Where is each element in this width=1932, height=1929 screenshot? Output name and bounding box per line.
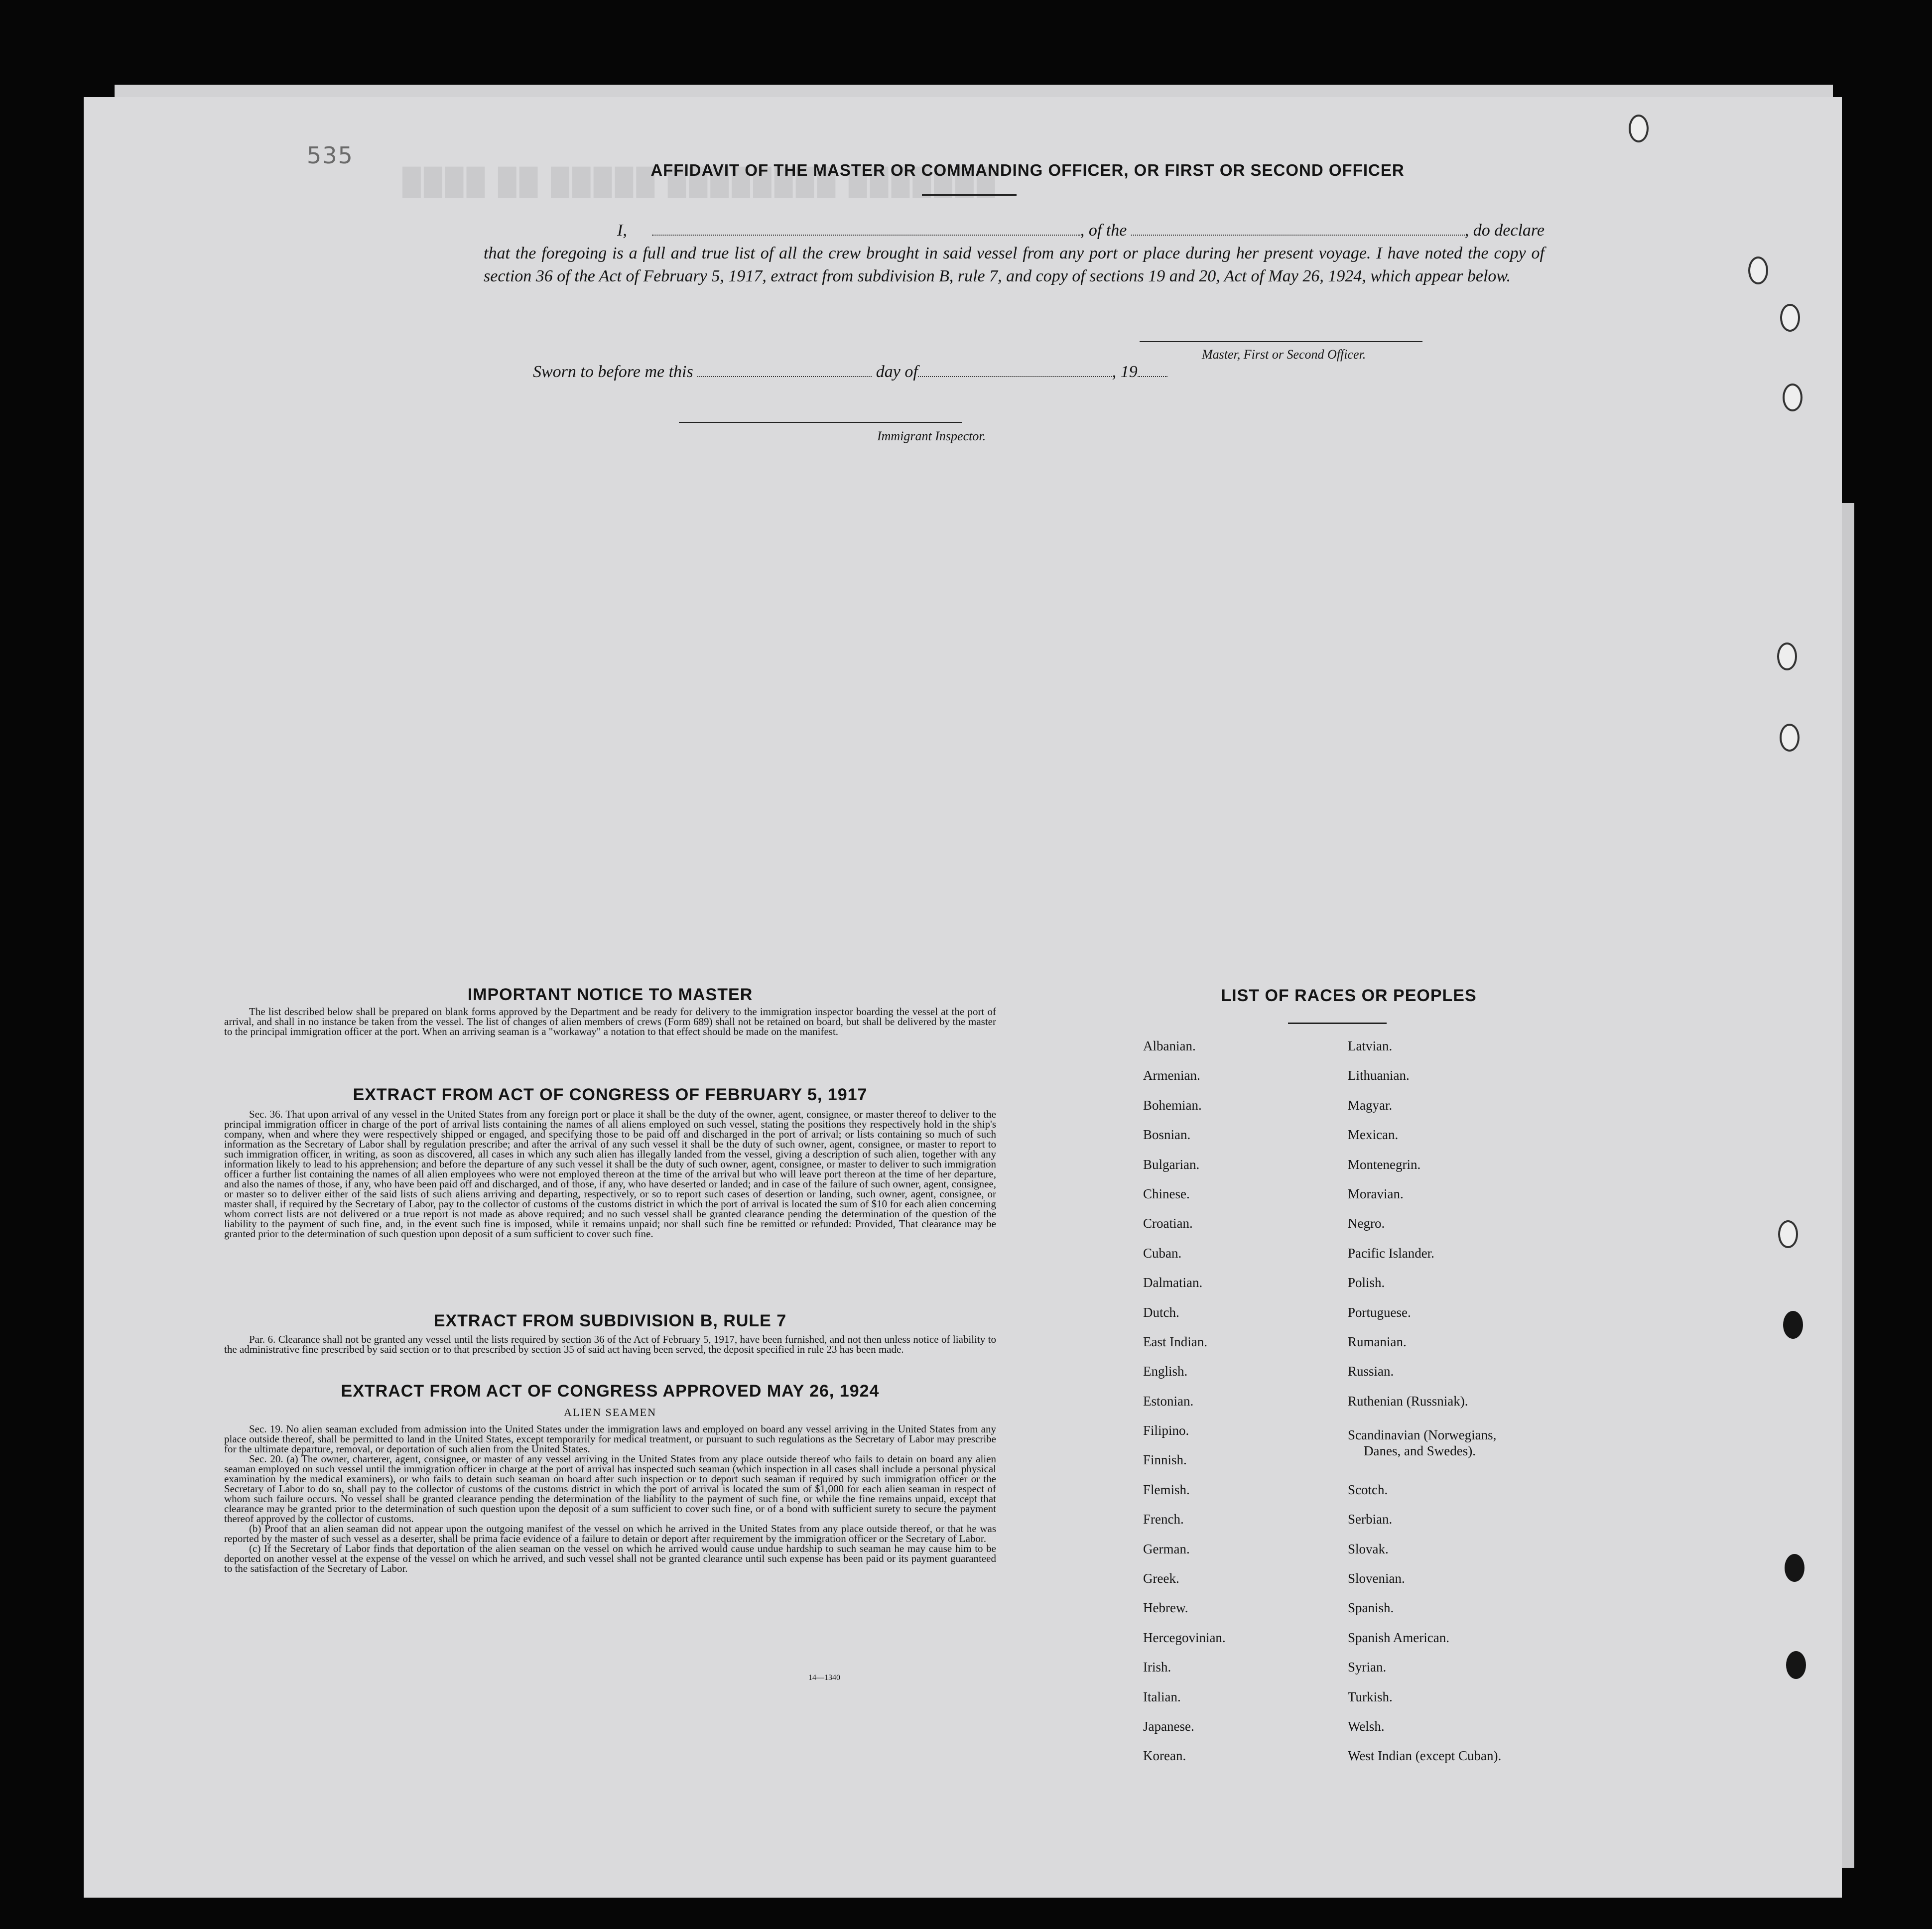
- affidavit-statement: [484, 219, 1545, 288]
- race-item: French.: [1143, 1512, 1184, 1527]
- title-rule: [922, 194, 1017, 196]
- race-item: Rumanian.: [1348, 1334, 1407, 1349]
- affidavit-of-the: , of the: [1080, 221, 1127, 240]
- race-item: Bulgarian.: [1143, 1157, 1200, 1172]
- par-6-paragraph: Par. 6. Clearance shall not be granted any vessel until the lists required by section 36 of the Act of February 5, 1917, have been furnished, and not then unless notice of liability to the administrative fine prescribed by said section or to that prescribed by section 35 of said act having been served, the deposit specified in rule 23 has been made.: [224, 1333, 996, 1355]
- race-item-line: Danes, and Swedes).: [1364, 1443, 1476, 1459]
- race-item: Portuguese.: [1348, 1304, 1411, 1320]
- bleed-through-heading: ████ ██ █████ ████████ ███████: [402, 167, 998, 196]
- race-item: Pacific Islander.: [1348, 1245, 1434, 1261]
- race-item: Armenian.: [1143, 1068, 1200, 1083]
- race-item: Scotch.: [1348, 1482, 1388, 1497]
- race-item: Turkish.: [1348, 1689, 1393, 1704]
- race-item: Serbian.: [1348, 1512, 1393, 1527]
- inspector-caption: Immigrant Inspector.: [877, 429, 986, 443]
- punch-hole: [1629, 115, 1649, 142]
- race-item: Estonian.: [1143, 1393, 1194, 1409]
- name-blank[interactable]: [652, 221, 1080, 236]
- race-item: Italian.: [1143, 1689, 1181, 1704]
- race-item: Chinese.: [1143, 1186, 1190, 1201]
- year-blank[interactable]: [1138, 362, 1167, 377]
- inspector-signature-line: [679, 422, 962, 423]
- races-title-rule: [1288, 1023, 1387, 1024]
- race-item: Flemish.: [1143, 1482, 1190, 1497]
- form-number: 14—1340: [808, 1673, 840, 1682]
- sworn-prefix: Sworn to before me this: [533, 363, 693, 381]
- punch-hole: [1783, 1311, 1803, 1339]
- section-20b-paragraph: (b) Proof that an alien seaman did not appear upon the outgoing manifest of the vessel on which he arrived in the United States from any place outside thereof, or that he was reported by the master of such vessel as a deserter, shall be prima facie evidence of a failure to detain or deport after requirement by the immigration officer or the Secretary of Labor.: [224, 1523, 996, 1544]
- affidavit-body: that the foregoing is a full and true list of all the crew brought in said vessel from any port or place during her present voyage. I have noted the copy of section 36 of the Act of February 5, 1917, extract from subdivision B, rule 7, and copy of sections 19 and 20, Act of May 26, 1924, which appear below.: [484, 244, 1545, 285]
- race-item: English.: [1143, 1364, 1188, 1379]
- race-item: Filipino.: [1143, 1423, 1189, 1438]
- affidavit-title: AFFIDAVIT OF THE MASTER OR COMMANDING OFFICER, OR FIRST OR SECOND OFFICER: [650, 161, 1405, 179]
- section-19-paragraph: Sec. 19. No alien seaman excluded from admission into the United States under the immigration laws and employed on board any vessel arriving in the United States from any place outside thereof, shall be permitted to land in the United States, except temporarily for medical treatment, or pursuant to such regulations as the Secretary of Labor may prescribe for the ultimate departure, removal, or deportation of such alien from the United States.: [224, 1423, 996, 1455]
- race-item: Croatian.: [1143, 1216, 1193, 1231]
- race-item: Irish.: [1143, 1660, 1171, 1675]
- races-right-column: [1348, 1038, 1501, 1778]
- race-item: Albanian.: [1143, 1038, 1196, 1053]
- race-item: Bosnian.: [1143, 1127, 1191, 1143]
- day-blank[interactable]: [697, 362, 872, 377]
- race-item: Russian.: [1348, 1364, 1394, 1379]
- race-item: Lithuanian.: [1348, 1068, 1410, 1083]
- section-20c-paragraph: (c) If the Secretary of Labor finds that deportation of the alien seaman on the vessel on which he arrived would cause undue hardship to such seaman he may cause him to be deported on another vessel at the expense of the vessel on which he arrived, and such vessel shall not be granted clearance until such expense has been paid or its payment guaranteed to the satisfaction of the Secretary of Labor.: [224, 1543, 996, 1574]
- punch-hole: [1786, 1651, 1806, 1679]
- section-36-paragraph: Sec. 36. That upon arrival of any vessel in the United States from any foreign port or place it shall be the duty of the owner, agent, consignee, or master thereof to deliver to the principal immigration officer in charge of the port of arrival lists containing the names of all aliens employed on such vessel, stating the positions they respectively hold in the ship's company, when and where they were respectively shipped or engaged, and specifying those to be paid off and discharged in the port of arrival; or lists containing so much of such information as the Secretary of Labor shall by regulation prescribe; and after the arrival of any such vessel it shall be the duty of such owner, agent, consignee, or master to report to such immigration officer, in writing, as soon as discovered, all cases in which any such alien has illegally landed from the vessel, giving a description of such alien, together with any information likely to lead to his apprehension; and before the departure of any such vessel it shall be the duty of such owner, agent, consignee, or master to deliver to such immigration officer a further list containing the names of all alien employees who were not employed thereon at the time of the arrival but who will leave port thereon at the time of her departure, and also the names of those, if any, who have been paid off and discharged, and of those, if any, who have deserted or landed; and in case of the failure of such owner, agent, consignee, or master so to deliver either of the said lists of such aliens arriving and departing, respectively, or so to report such cases of desertion or landing, such owner, agent, consignee, or master shall, if required by the Secretary of Labor, pay to the collector of customs of the customs district in which the port of arrival is located the sum of $10 for each alien concerning whom correct lists are not delivered or a true report is not made as above required; and no such vessel shall be granted clearance pending the determination of the question of the liability to the payment of such fine, and, in the event such fine is imposed, while it remains unpaid; nor shall such fine be remitted or refunded: Provided, That clearance may be granted prior to the determination of such question upon deposit of a sum sufficient to cover such fine.: [224, 1108, 996, 1240]
- race-item: Slovak.: [1348, 1541, 1389, 1556]
- race-item: Spanish American.: [1348, 1630, 1449, 1645]
- race-item: Greek.: [1143, 1571, 1179, 1586]
- race-item: German.: [1143, 1541, 1190, 1556]
- race-item: East Indian.: [1143, 1334, 1207, 1349]
- sworn-year: , 19: [1112, 363, 1138, 381]
- race-item: Bohemian.: [1143, 1097, 1202, 1113]
- punch-hole: [1777, 643, 1797, 670]
- race-item: Hercegovinian.: [1143, 1630, 1226, 1645]
- race-item: Magyar.: [1348, 1097, 1393, 1113]
- race-item: Polish.: [1348, 1275, 1385, 1290]
- punch-hole: [1785, 1554, 1804, 1582]
- punch-hole: [1783, 384, 1803, 411]
- page-number-stamp: 535: [307, 142, 354, 169]
- race-item: Cuban.: [1143, 1245, 1182, 1261]
- race-item: Welsh.: [1348, 1719, 1385, 1734]
- sworn-statement: [533, 362, 1167, 382]
- master-signature-line: [1140, 341, 1422, 342]
- sworn-day-of: day of: [876, 363, 918, 381]
- race-item: Korean.: [1143, 1748, 1186, 1764]
- extract-1924-title: EXTRACT FROM ACT OF CONGRESS APPROVED MAY 26, 1924: [341, 1382, 880, 1401]
- race-item: Moravian.: [1348, 1186, 1404, 1201]
- extract-1917-title: EXTRACT FROM ACT OF CONGRESS OF FEBRUARY 5, 1917: [353, 1085, 868, 1104]
- race-item: Finnish.: [1143, 1452, 1187, 1468]
- race-item: Latvian.: [1348, 1038, 1393, 1053]
- race-item: Mexican.: [1348, 1127, 1399, 1143]
- notice-title: IMPORTANT NOTICE TO MASTER: [467, 985, 753, 1004]
- month-blank[interactable]: [918, 362, 1112, 377]
- race-item: Dutch.: [1143, 1304, 1179, 1320]
- punch-hole: [1780, 304, 1800, 332]
- race-item: Dalmatian.: [1143, 1275, 1203, 1290]
- races-left-column: [1143, 1038, 1226, 1778]
- alien-seamen-subtitle: ALIEN SEAMEN: [564, 1406, 656, 1418]
- race-item-line: Scandinavian (Norwegians,: [1348, 1427, 1497, 1443]
- punch-hole: [1748, 257, 1768, 284]
- race-item: [1348, 1423, 1501, 1482]
- punch-hole: [1780, 724, 1800, 752]
- section-20a-paragraph: Sec. 20. (a) The owner, charterer, agent, consignee, or master of any vessel arriving in the United States from any place outside thereof who fails to detain on board any alien seaman employed on such vessel until the immigration officer in charge at the port of arrival has inspected such seaman (which inspection in all cases shall include a personal physical examination by the medical examiners), or who fails to detain such seaman on board after such inspection or to deport such seaman if required by such immigration officer or the Secretary of Labor to do so, shall pay to the collector of customs of the customs district in which the port of arrival is located the sum of $1,000 for each alien seaman in respect of whom such failure occurs. No vessel shall be granted clearance pending the determination of the liability to the payment of such fine, or while the fine remains unpaid, except that clearance may be granted prior to the determination of such question upon the deposit of a sum sufficient to cover such fine, or of a bond with sufficient surety to secure the payment thereof approved by the collector of customs.: [224, 1453, 996, 1525]
- extract-1924-text: [224, 1424, 996, 1573]
- race-item: Hebrew.: [1143, 1600, 1188, 1616]
- extract-1917-text: [224, 1109, 996, 1239]
- race-item: Slovenian.: [1348, 1571, 1405, 1586]
- races-title: LIST OF RACES OR PEOPLES: [1221, 986, 1477, 1005]
- race-item: West Indian (except Cuban).: [1348, 1748, 1502, 1764]
- race-item: Spanish.: [1348, 1600, 1394, 1616]
- race-item: Negro.: [1348, 1216, 1385, 1231]
- punch-hole: [1778, 1220, 1798, 1248]
- rule-7-title: EXTRACT FROM SUBDIVISION B, RULE 7: [433, 1311, 787, 1330]
- affidavit-i: I,: [617, 221, 627, 240]
- notice-paragraph: The list described below shall be prepared on blank forms approved by the Department and be ready for delivery to the immigration inspector boarding the vessel at the port of arrival, and shall in no instance be taken from the vessel. The list of changes of alien members of crews (Form 689) shall not be retained on board, but shall be delivered by the master to the principal immigration officer at the port. When an arriving seaman is a "workaway" a notation to that effect should be made on the manifest.: [224, 1006, 996, 1037]
- notice-text: [224, 1007, 996, 1036]
- race-item: Japanese.: [1143, 1718, 1194, 1734]
- document-page: [84, 97, 1842, 1898]
- race-item: Montenegrin.: [1348, 1157, 1421, 1172]
- master-caption: Master, First or Second Officer.: [1202, 347, 1366, 362]
- vessel-blank[interactable]: [1131, 221, 1465, 236]
- race-item: Syrian.: [1348, 1660, 1387, 1675]
- affidavit-declare: , do declare: [1464, 221, 1545, 240]
- race-item: Ruthenian (Russniak).: [1348, 1393, 1468, 1409]
- rule-7-text: [224, 1334, 996, 1354]
